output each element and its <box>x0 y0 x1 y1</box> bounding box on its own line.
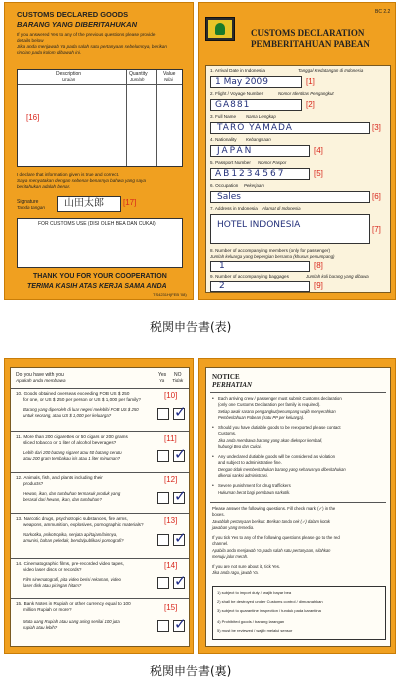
instruction-id2: jawaban yang tersedia. <box>212 525 255 530</box>
question-15-en2: million Rupiah or more? <box>23 607 72 612</box>
field-3-label: 3. Full Name <box>210 114 237 119</box>
goods-col-quantity: Quantity <box>129 71 148 77</box>
goods-col-value-id: Nilai <box>164 77 173 82</box>
front-left-title: CUSTOMS DECLARED GOODS <box>17 10 129 19</box>
field-4-label-id: Kebangsaan <box>246 137 271 142</box>
question-14-id2: laser disk atau piringan hitam? <box>23 583 82 588</box>
footnote-2: 2) shall be destroyed under Customs control / dimusnahkan <box>217 599 323 604</box>
question-14-id: Film sinematografi, pita video berisi rekaman, video <box>23 577 121 582</box>
field-4-label: 4. Nationality <box>210 137 237 142</box>
marker-6: [6] <box>372 192 381 201</box>
question-13-en: 13. Narcotic drugs, psychotropic substances, fire arms, <box>16 516 128 521</box>
back-right-card <box>198 358 396 654</box>
field-5-input[interactable] <box>210 168 310 180</box>
question-14-yes-checkbox[interactable] <box>157 577 169 589</box>
front-left-card <box>4 2 194 300</box>
customs-emblem-logo <box>205 17 235 41</box>
marker-11: [11] <box>164 434 177 443</box>
marker-2: [2] <box>306 100 315 109</box>
footnote-5: 5) must be reviewed / wajib melalui sensor <box>217 628 293 633</box>
marker-15: [15] <box>164 603 178 612</box>
marker-13: [13] <box>164 516 178 525</box>
front-left-intro-en: If you answered Yes to any of the previous questions please provide <box>17 32 156 37</box>
field-7-label: 7. Address in Indonesia <box>210 206 258 211</box>
question-11-en2: sliced tobacco or 1 liter of alcohol beverages? <box>23 440 117 445</box>
no-label: NO <box>174 372 182 378</box>
marker-9: [9] <box>314 281 323 290</box>
instruction2-id2: menuju jalur merah. <box>212 554 249 559</box>
question-13-yes-checkbox[interactable] <box>157 534 169 546</box>
front-right-card <box>198 2 396 300</box>
question-11-id: Lebih dari 200 batang sigaret atau 50 batang cerutu <box>23 450 122 455</box>
field-7-input[interactable] <box>210 214 370 244</box>
field-8-label-id: Jumlah keluarga yang bepergian bersama (khusus penumpang) <box>210 254 335 259</box>
question-10-yes-checkbox[interactable] <box>157 408 169 420</box>
field-4-value: JAPAN <box>217 146 254 156</box>
back-left-card <box>4 358 194 654</box>
field-3-input[interactable] <box>210 122 370 134</box>
field-5-label: 5. Passport Number <box>210 160 251 165</box>
signature-label: Signature <box>17 199 39 205</box>
marker-1: [1] <box>306 77 315 86</box>
marker-5: [5] <box>314 169 323 178</box>
question-13-id: Narkotika, psikotropika, senjata api/tajam/lainnya, <box>23 532 118 537</box>
field-4-input[interactable] <box>210 145 310 157</box>
goods-col-description: Description <box>56 71 82 77</box>
instruction-id: Jawablah pertanyaan berikut. Berikan tanda cek (✓) dalam kotak <box>212 519 330 524</box>
question-15-check-icon: ✓ <box>174 615 187 633</box>
instruction2-en2: channel. <box>212 541 229 546</box>
marker-14: [14] <box>164 561 178 570</box>
marker-8: [8] <box>314 261 323 270</box>
field-9-label: 9. Number of accompanying baggages <box>210 274 289 279</box>
field-9-label-id: Jumlah koli barang yang dibawa <box>306 274 369 279</box>
goods-table <box>17 69 183 167</box>
instruction-en2: boxes. <box>212 512 225 517</box>
question-12-yes-checkbox[interactable] <box>157 492 169 504</box>
goods-col-description-id: Uraian <box>62 77 76 82</box>
question-15-id: Mata uang Rupiah atau uang asing senilai 100 juta <box>23 619 120 624</box>
marker-16: [16] <box>26 113 40 122</box>
front-left-title-id: BARANG YANG DIBERITAHUKAN <box>17 20 137 29</box>
bullet-icon-1: • <box>212 396 214 402</box>
instruction-en: Please answer the following questions. Fill check mark (✓) in the <box>212 506 336 511</box>
notice-2-en2: Customs. <box>218 431 237 436</box>
field-6-label: 6. Occupation <box>210 183 239 188</box>
question-11-check-icon: ✓ <box>174 445 187 463</box>
question-14-en: 14. Cinematographic films, pre-recorded video tapes, <box>16 561 125 566</box>
question-13-id2: amunisi, bahan peledak, benda/publikasi pornografi? <box>23 538 124 543</box>
signature-field[interactable] <box>57 196 121 212</box>
field-2-value: GA881 <box>215 100 251 110</box>
marker-17: [17] <box>123 198 137 207</box>
question-15-en: 15. Bank Notes in Rupiah or other currency equal to 100 <box>16 601 131 606</box>
instruction3-id: Jika anda ragu, jawab Ya. <box>212 570 259 575</box>
question-13-check-icon: ✓ <box>174 529 187 547</box>
notice-4-en: Severe punishment for drug traffickers <box>218 483 291 488</box>
declaration-id: Saya menyatakan dengan sebenar-benarnya bahwa yang saya <box>17 178 146 183</box>
question-14-check-icon: ✓ <box>174 572 187 590</box>
notice-2-en: Should you have dutiable goods to be reexported please contact <box>218 425 341 430</box>
question-12-en: 12. Animals, fish, and plants including their <box>16 475 103 480</box>
notice-2-id2: hubungi Bea dan Cukai. <box>218 444 262 449</box>
front-left-intro-en2: details below <box>17 38 44 43</box>
question-15-id2: rupiah atau lebih? <box>23 625 58 630</box>
marker-4: [4] <box>314 146 323 155</box>
question-10-check-icon: ✓ <box>174 403 187 421</box>
question-10-en2: for one, or US $ 250 per person or US $ 1,000 per family? <box>23 397 141 402</box>
yes-label: Yes <box>158 372 167 378</box>
question-12-id2: berasal dari hewan, ikan, dan tumbuhan? <box>23 497 102 502</box>
declaration-id2: beritahukan adalah benar. <box>17 184 71 189</box>
front-right-fields-panel <box>205 65 391 293</box>
notice-1-en: Each arriving crew / passenger must submit Customs declaration <box>218 396 342 401</box>
caption-back: 税関申告書(裏) <box>150 664 232 678</box>
customs-use-label: FOR CUSTOMS USE (DISI OLEH BEA DAN CUKAI) <box>38 221 156 227</box>
thanks-id: TERIMA KASIH ATAS KERJA SAMA ANDA <box>27 283 167 290</box>
field-2-input[interactable] <box>210 99 302 111</box>
back-left-header-id: Apakah anda membawa <box>16 378 66 383</box>
notice-2-id: Jika anda membawa barang yang akan diekspor kembali, <box>218 438 323 443</box>
question-12-id: Hewan, ikan, dan tumbuhan termasuk produk yang <box>23 491 121 496</box>
field-2-label: 2. Flight / Voyage Number <box>210 91 264 96</box>
goods-col-quantity-id: Jumlah <box>130 77 145 82</box>
notice-1-id2: Pemberitahuan Pabean (satu PP per keluarga). <box>218 415 305 420</box>
field-9-input[interactable] <box>210 281 310 292</box>
notice-title-id: PERHATIAN <box>212 381 253 389</box>
customs-use-box <box>17 218 183 268</box>
bullet-icon-4: • <box>212 483 214 489</box>
question-10-en: 10. Goods obtained overseas exceeding FOB US $ 250 <box>16 391 130 396</box>
thanks-en: THANK YOU FOR YOUR COOPERATION <box>33 273 167 280</box>
field-7-value: HOTEL INDONESIA <box>217 220 301 230</box>
bullet-icon-3: • <box>212 454 214 460</box>
notice-1-en2: (only one Customs Declaration per family is required). <box>218 402 321 407</box>
back-right-panel <box>205 367 391 647</box>
instruction2-en: If you tick Yes to any of the following questions please go to the red <box>212 535 340 540</box>
field-1-label: 1. Arrival Date in Indonesia <box>210 68 265 73</box>
field-3-value: TARO YAMADA <box>217 123 293 133</box>
goods-col-value: Value <box>163 71 176 77</box>
notice-3-en: Any undeclared dutiable goods will be considered as violation <box>218 454 336 459</box>
field-1-label-id: Tanggal Kedatangan di Indonesia <box>298 68 364 73</box>
question-15-yes-checkbox[interactable] <box>157 620 169 632</box>
front-left-intro-id2: rincian pada kolom dibawah ini. <box>17 50 82 55</box>
footnotes-box <box>212 586 386 640</box>
field-1-value: 1 May 2009 <box>215 77 268 87</box>
notice-3-id: Dengan tidak memberitahukan barang yang seharusnya diberitahukan <box>218 467 346 472</box>
form-code: TS4231H(FEB '08) <box>153 292 187 297</box>
front-right-title: CUSTOMS DECLARATION <box>251 28 365 38</box>
question-12-check-icon: ✓ <box>174 487 187 505</box>
instruction2-id: Apabila anda menjawab Ya pada salah satu pertanyaan, silahkan <box>212 548 331 553</box>
signature-value: 山田太郎 <box>64 198 104 209</box>
field-2-label-id: Nomor Identitas Pengangkut <box>278 91 334 96</box>
field-3-label-id: Nama Lengkap <box>246 114 276 119</box>
question-13-en2: weapons, ammunition, explosives, pornographic materials? <box>23 522 144 527</box>
field-9-value: 2 <box>219 281 225 291</box>
instruction3-en: If you are not sure about it, tick Yes. <box>212 564 281 569</box>
question-11-en: 11. More than 200 cigarettes or 50 cigars or 200 grams <box>16 434 128 439</box>
question-11-id2: atau 200 gram tembakau iris atau 1 liter minuman? <box>23 456 120 461</box>
marker-12: [12] <box>164 475 178 484</box>
field-8-input[interactable] <box>210 261 310 272</box>
notice-title: NOTICE <box>212 373 240 381</box>
notice-3-id2: dikenai sanksi administrasi. <box>218 473 268 478</box>
field-5-value: AB1234567 <box>215 169 286 179</box>
field-6-input[interactable] <box>210 191 370 203</box>
field-5-label-id: Nomor Paspor <box>258 160 287 165</box>
field-8-label: 8. Number of accompanying members (only for passenger) <box>210 248 331 253</box>
field-7-label-id: Alamat di Indonesia <box>262 206 301 211</box>
back-left-panel <box>10 367 190 647</box>
question-14-en2: video laser discs or records? <box>23 567 82 572</box>
question-10-id2: untuk seorang, atau US $ 1,000 per keluarga? <box>23 413 112 418</box>
footnote-4: 4) Prohibited goods / barang larangan <box>217 619 285 624</box>
signature-label-id: Tanda tangan <box>17 205 45 210</box>
footnote-3: 3) subject to quarantine inspection / tunduk pada karantina <box>217 608 321 613</box>
form-number: BC 2.2 <box>375 9 391 15</box>
notice-3-en2: and subject to administrative fine. <box>218 460 282 465</box>
marker-7: [7] <box>372 225 381 234</box>
field-6-label-id: Pekerjaan <box>244 183 264 188</box>
yes-label-id: Ya <box>159 378 165 383</box>
caption-front: 税関申告書(表) <box>150 320 232 334</box>
no-label-id: Tidak <box>172 378 184 383</box>
front-left-intro-id: Jika anda menjawab Ya pada salah satu pertanyaan sebelumnya, berikan <box>17 44 167 49</box>
field-8-value: 1 <box>219 261 225 271</box>
question-12-en2: products? <box>23 481 44 486</box>
question-10-id: Barang yang diperoleh di luar negeri melebihi FOB US $ 250 <box>23 407 139 412</box>
footnote-1: 1) subject to import duty / wajib bayar bea <box>217 590 292 595</box>
marker-3: [3] <box>372 123 381 132</box>
field-1-input[interactable] <box>210 76 302 88</box>
declaration-en: I declare that information given is true and correct. <box>17 172 120 177</box>
question-11-yes-checkbox[interactable] <box>157 450 169 462</box>
field-6-value: Sales <box>217 192 241 202</box>
front-right-title-id: PEMBERITAHUAN PABEAN <box>251 39 370 49</box>
marker-10: [10] <box>164 391 178 400</box>
notice-4-id: Hukuman berat bagi pembawa narkotik. <box>218 490 291 495</box>
notice-1-id: Setiap awak sarana pengangkut/penumpang wajib menyerahkan <box>218 409 336 414</box>
bullet-icon-2: • <box>212 425 214 431</box>
back-left-header-en: Do you have with you <box>16 372 64 378</box>
